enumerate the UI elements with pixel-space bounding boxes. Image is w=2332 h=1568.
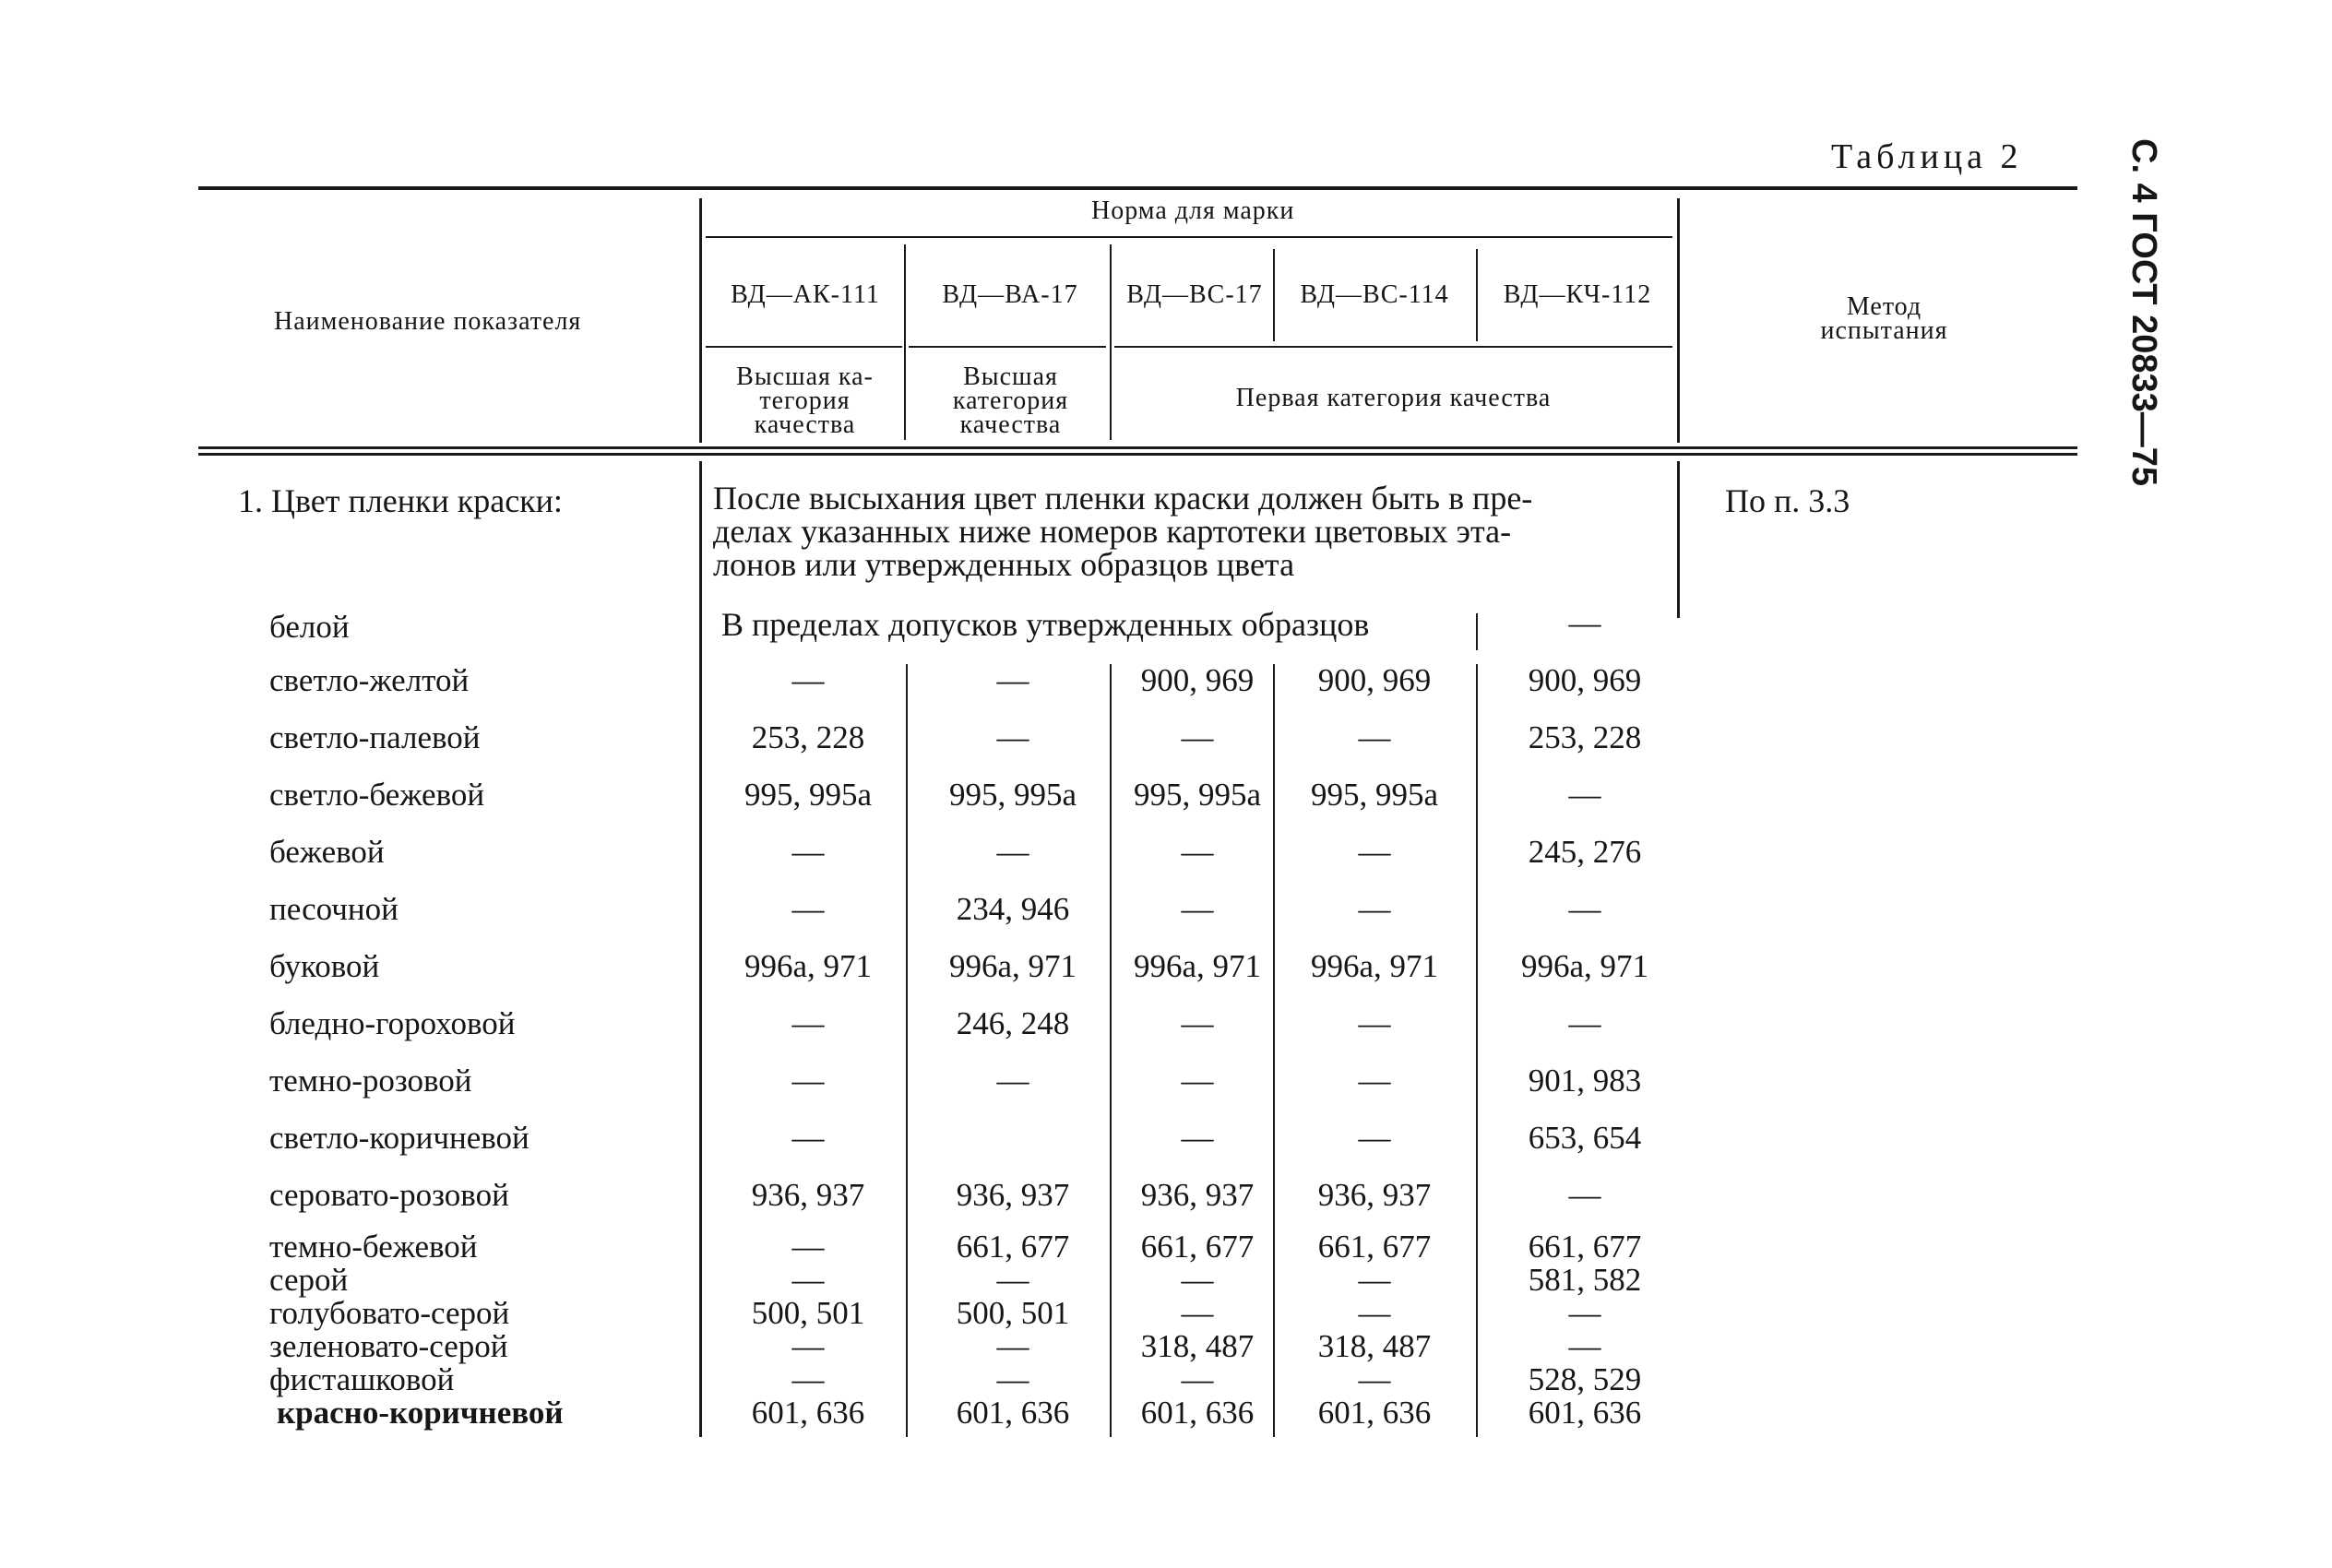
intro-text-line3: лонов или утвержденных образцов цвета [713, 546, 1295, 583]
row-value: — [1181, 1005, 1214, 1041]
row-value: — [1568, 1177, 1601, 1213]
header-bottom-rule-2 [198, 453, 2077, 456]
category-highest-2 [916, 362, 1105, 439]
intro-text-line1: После высыхания цвет пленки краски должен быть в пре- [713, 480, 1533, 517]
row-value: — [996, 662, 1029, 698]
table-caption: Таблица 2 [1831, 137, 2023, 176]
row-value: 996а, 971 [1520, 948, 1649, 984]
row-value: 936, 937 [751, 1177, 865, 1213]
row-value: 996а, 971 [744, 948, 873, 984]
row-value: — [1181, 1295, 1214, 1331]
row-label: светло-коричневой [269, 1120, 529, 1156]
row-value: — [1181, 1063, 1214, 1099]
category-highest-2-line1: Высшая [963, 362, 1058, 391]
row-label: серой [269, 1262, 349, 1298]
row-value: 601, 636 [1528, 1395, 1642, 1431]
row-value: — [1358, 1005, 1391, 1041]
row-value: — [1568, 1295, 1601, 1331]
row-value: — [1358, 719, 1391, 755]
header-brand-underline-c [1114, 346, 1672, 348]
row-value: 528, 529 [1528, 1361, 1642, 1397]
col-divider-1 [906, 664, 908, 1437]
row-value: 601, 636 [751, 1395, 865, 1431]
row-value: 500, 501 [751, 1295, 865, 1331]
table-top-rule [198, 186, 2077, 190]
category-highest-1 [710, 362, 899, 439]
row-value: — [1358, 834, 1391, 870]
row-value: — [791, 1361, 825, 1397]
white-row-divider [1476, 613, 1478, 650]
brand-divider-1 [904, 244, 906, 440]
row-value: 500, 501 [956, 1295, 1070, 1331]
row-label: светло-желтой [269, 662, 470, 698]
row-value: 661, 677 [1317, 1229, 1432, 1265]
row-value: 601, 636 [956, 1395, 1070, 1431]
row-value: — [1568, 777, 1601, 813]
row-label: фисташковой [269, 1361, 455, 1397]
row-value: 234, 946 [956, 891, 1070, 927]
intro-method: По п. 3.3 [1725, 482, 1850, 519]
row-value: 653, 654 [1528, 1120, 1642, 1156]
brand-vd-vs-114: ВД—ВС-114 [1300, 280, 1449, 309]
intro-label: 1. Цвет пленки краски: [238, 482, 563, 519]
row-label: песочной [269, 891, 399, 927]
brand-vd-ak-111: ВД—АК-111 [731, 280, 880, 309]
white-row-span: В пределах допусков утвержденных образцов [721, 606, 1370, 643]
header-method [1684, 292, 2085, 345]
row-value: 900, 969 [1140, 662, 1255, 698]
intro-text-line2: делах указанных ниже номеров картотеки цветовых эта- [713, 513, 1512, 550]
row-value: 246, 248 [956, 1005, 1070, 1041]
white-row-last: — [1568, 605, 1601, 641]
category-highest-1-line3: качества [754, 410, 856, 439]
row-value: — [1358, 1063, 1391, 1099]
row-value: 996а, 971 [1133, 948, 1262, 984]
row-label: красно-коричневой [277, 1395, 564, 1431]
category-highest-1-line1: Высшая ка- [736, 362, 874, 391]
row-value: 661, 677 [1140, 1229, 1255, 1265]
row-value: — [1358, 1262, 1391, 1298]
row-value: — [1181, 1120, 1214, 1156]
row-value: 936, 937 [956, 1177, 1070, 1213]
row-value: 900, 969 [1317, 662, 1432, 698]
header-indicator-name: Наименование показателя [274, 307, 582, 336]
row-label: светло-палевой [269, 719, 481, 755]
row-label: бледно-гороховой [269, 1005, 516, 1041]
header-method-line2: испытания [1820, 316, 1948, 345]
row-value: 995, 995а [1133, 777, 1262, 813]
brand-vd-va-17: ВД—ВА-17 [942, 280, 1078, 309]
row-value: — [1181, 834, 1214, 870]
row-value: 318, 487 [1140, 1328, 1255, 1364]
row-value: 995, 995а [948, 777, 1077, 813]
row-value: — [996, 719, 1029, 755]
row-value: 245, 276 [1528, 834, 1642, 870]
row-value: — [1181, 719, 1214, 755]
row-value: — [1568, 1328, 1601, 1364]
row-value: 936, 937 [1140, 1177, 1255, 1213]
row-label: темно-розовой [269, 1063, 472, 1099]
row-value: — [791, 891, 825, 927]
col-divider-4 [1476, 664, 1478, 1437]
row-label-white: белой [269, 609, 350, 645]
header-divider-right [1677, 198, 1680, 443]
row-label: буковой [269, 948, 380, 984]
header-norm-underline [706, 236, 1672, 238]
body-divider-right [1677, 461, 1680, 618]
row-value: 581, 582 [1528, 1262, 1642, 1298]
row-value: 996а, 971 [1310, 948, 1439, 984]
brand-vd-kch-112: ВД—КЧ-112 [1503, 280, 1652, 309]
row-value: — [996, 1361, 1029, 1397]
row-value: 900, 969 [1528, 662, 1642, 698]
row-value: — [996, 834, 1029, 870]
header-method-line1: Метод [1846, 292, 1922, 321]
row-value: — [791, 1262, 825, 1298]
brand-divider-2 [1110, 244, 1112, 440]
header-brand-underline-a [706, 346, 902, 348]
brand-divider-4 [1476, 249, 1478, 341]
row-value: 901, 983 [1528, 1063, 1642, 1099]
row-value: 318, 487 [1317, 1328, 1432, 1364]
row-value: 253, 228 [1528, 719, 1642, 755]
row-label: серовато-розовой [269, 1177, 509, 1213]
row-value: 253, 228 [751, 719, 865, 755]
category-highest-2-line3: качества [959, 410, 1062, 439]
row-value: — [996, 1063, 1029, 1099]
row-value: 995, 995а [1310, 777, 1439, 813]
row-value: — [791, 1005, 825, 1041]
row-value: — [791, 834, 825, 870]
row-value: — [1568, 891, 1601, 927]
side-caption: С. 4 ГОСТ 20833—75 [2124, 138, 2163, 487]
row-value: — [791, 662, 825, 698]
brand-divider-3 [1273, 249, 1275, 341]
row-value: — [1358, 1120, 1391, 1156]
header-norm-for-brand: Норма для марки [1091, 196, 1295, 225]
row-value: — [1568, 1005, 1601, 1041]
row-value: — [1181, 891, 1214, 927]
row-value: — [791, 1063, 825, 1099]
row-value: — [791, 1120, 825, 1156]
row-value: — [1181, 1262, 1214, 1298]
row-value: — [1358, 891, 1391, 927]
intro-text [713, 481, 1532, 581]
header-bottom-rule-1 [198, 446, 2077, 449]
category-highest-2-line2: категория [952, 386, 1069, 415]
category-first: Первая категория качества [1235, 384, 1552, 412]
row-label: бежевой [269, 834, 385, 870]
header-divider-left [699, 198, 702, 443]
row-value: 996а, 971 [948, 948, 1077, 984]
row-label: темно-бежевой [269, 1229, 478, 1265]
row-label: голубовато-серой [269, 1295, 510, 1331]
category-highest-1-line2: тегория [759, 386, 851, 415]
row-value: — [791, 1328, 825, 1364]
body-divider-left [699, 461, 702, 1437]
row-value: 661, 677 [1528, 1229, 1642, 1265]
row-value: 661, 677 [956, 1229, 1070, 1265]
row-value: — [1358, 1361, 1391, 1397]
row-value: 601, 636 [1140, 1395, 1255, 1431]
row-value: — [1358, 1295, 1391, 1331]
row-label: светло-бежевой [269, 777, 485, 813]
header-brand-underline-b [909, 346, 1106, 348]
row-value: — [1181, 1361, 1214, 1397]
brand-vd-vs-17: ВД—ВС-17 [1126, 280, 1263, 309]
row-label: зеленовато-серой [269, 1328, 508, 1364]
row-value: — [996, 1328, 1029, 1364]
row-value: 995, 995а [744, 777, 873, 813]
row-value: — [996, 1262, 1029, 1298]
row-value: 601, 636 [1317, 1395, 1432, 1431]
row-value: — [791, 1229, 825, 1265]
row-value: 936, 937 [1317, 1177, 1432, 1213]
